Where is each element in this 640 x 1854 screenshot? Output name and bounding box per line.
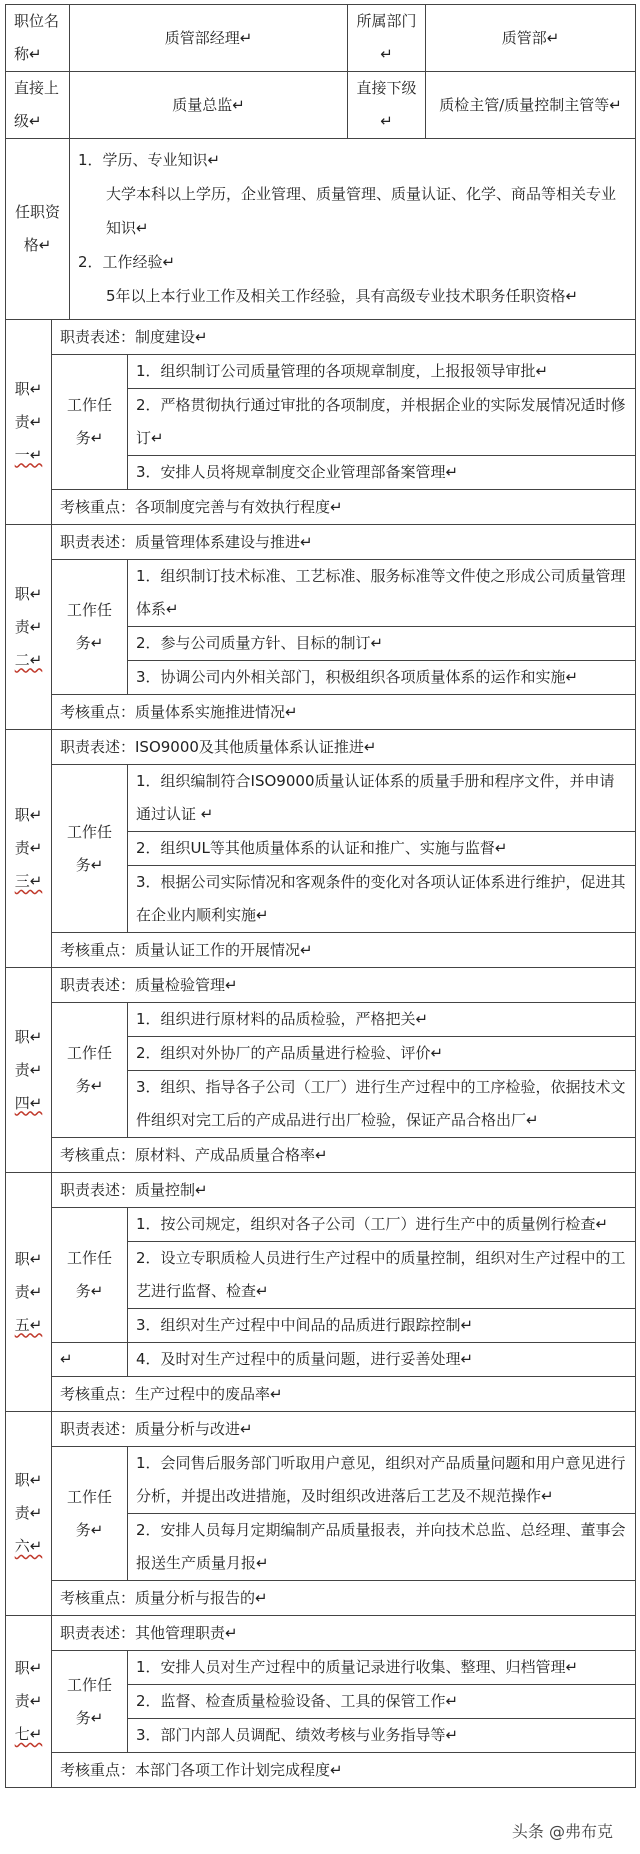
task-item: 1．安排人员对生产过程中的质量记录进行收集、整理、归档管理↵	[128, 1651, 636, 1685]
duty-label-char: 四↵	[14, 1093, 43, 1112]
duty-summary: 职责表述：质量检验管理↵	[52, 968, 636, 1003]
task-item: 2．组织对外协厂的产品质量进行检验、评价↵	[128, 1037, 636, 1071]
duty-label-char: 五↵	[14, 1315, 43, 1334]
task-row	[6, 1447, 636, 1514]
task-item: 3．安排人员将规章制度交企业管理部备案管理↵	[128, 456, 636, 490]
duty-summary-row	[6, 525, 636, 560]
job-description-document	[5, 4, 635, 1850]
kpi-row	[6, 1138, 636, 1173]
duty-label-char: 六↵	[14, 1537, 43, 1555]
duty-label	[6, 968, 52, 1173]
kpi-text: 考核重点：质量认证工作的开展情况↵	[52, 933, 636, 968]
duty-label-char: 七↵	[14, 1725, 43, 1743]
dept-value: 质管部↵	[426, 5, 636, 72]
qualifications-row	[6, 139, 636, 320]
duty-label-char: 责↵	[14, 617, 43, 636]
subordinate-label: 直接下级↵	[348, 72, 426, 139]
qualification-text-2: 5年以上本行业工作及相关工作经验，具有高级专业技术职务任职资格↵	[106, 287, 579, 305]
task-item: 3．组织、指导各子公司（工厂）进行生产过程中的工序检验，依据技术文件组织对完工后的产成品进行出厂检验，保证产品合格出厂↵	[128, 1071, 636, 1138]
duty-label-char: 职↵	[14, 1027, 43, 1046]
kpi-text: 考核重点：质量体系实施推进情况↵	[52, 695, 636, 730]
kpi-row	[6, 1753, 636, 1788]
task-item: 1．组织制订技术标准、工艺标准、服务标准等文件使之形成公司质量管理体系↵	[128, 560, 636, 627]
duty-label-char: 责↵	[14, 1692, 43, 1710]
task-row	[6, 1343, 636, 1377]
duty-label-char: 责↵	[14, 1060, 43, 1079]
task-label: 工作任务↵	[52, 1651, 128, 1753]
duty-label-char: 职↵	[14, 1471, 43, 1489]
kpi-row	[6, 490, 636, 525]
duty-summary-row	[6, 1412, 636, 1447]
kpi-text: 考核重点：质量分析与报告的↵	[52, 1581, 636, 1616]
duty-summary: 职责表述：质量控制↵	[52, 1173, 636, 1208]
duty-label	[6, 320, 52, 525]
duty-summary-row	[6, 968, 636, 1003]
task-item: 1．组织编制符合ISO9000质量认证体系的质量手册和程序文件，并申请通过认证 ↵	[128, 765, 636, 832]
task-row	[6, 1651, 636, 1685]
duty-label-char: 职↵	[14, 806, 43, 824]
duty-summary-row	[6, 730, 636, 765]
task-row	[6, 1208, 636, 1242]
task-item: 3．根据公司实际情况和客观条件的变化对各项认证体系进行维护，促进其在企业内顺利实施↵	[128, 866, 636, 933]
job-description-table	[5, 4, 636, 1788]
duty-label-char: 职↵	[14, 584, 43, 603]
qualification-heading-2: 2．工作经验↵	[78, 253, 176, 271]
task-item: 2．严格贯彻执行通过审批的各项制度，并根据企业的实际发展情况适时修订↵	[128, 389, 636, 456]
task-item: 2．监督、检查质量检验设备、工具的保管工作↵	[128, 1685, 636, 1719]
task-row	[6, 765, 636, 832]
duty-label-char: 职↵	[14, 1249, 43, 1268]
duty-summary: 职责表述：制度建设↵	[52, 320, 636, 355]
watermark	[508, 1817, 617, 1844]
duty-summary-row	[6, 320, 636, 355]
duty-summary-row	[6, 1616, 636, 1651]
task-label: 工作任务↵	[52, 355, 128, 490]
duty-label	[6, 730, 52, 968]
task-row	[6, 560, 636, 627]
duty-label	[6, 525, 52, 730]
qualifications-label: 任职资格↵	[6, 139, 70, 320]
duty-label-char: 三↵	[14, 872, 43, 890]
task-row	[6, 1003, 636, 1037]
duty-summary-row	[6, 1173, 636, 1208]
duty-label	[6, 1173, 52, 1412]
task-label: 工作任务↵	[52, 1208, 128, 1343]
task-label: 工作任务↵	[52, 1447, 128, 1581]
kpi-row	[6, 1581, 636, 1616]
task-item: 2．设立专职质检人员进行生产过程中的质量控制，组织对生产过程中的工艺进行监督、检查↵	[128, 1242, 636, 1309]
duty-label-char: 职↵	[14, 379, 43, 398]
dept-label: 所属部门↵	[348, 5, 426, 72]
kpi-text: 考核重点：各项制度完善与有效执行程度↵	[52, 490, 636, 525]
qualification-heading-1: 1．学历、专业知识↵	[78, 151, 221, 169]
position-label: 职位名称↵	[6, 5, 70, 72]
task-item: 3．组织对生产过程中中间品的品质进行跟踪控制↵	[128, 1309, 636, 1343]
kpi-row	[6, 933, 636, 968]
duty-label-char: 责↵	[14, 1282, 43, 1301]
task-item: 1．按公司规定，组织对各子公司（工厂）进行生产中的质量例行检查↵	[128, 1208, 636, 1242]
kpi-row	[6, 1377, 636, 1412]
task-label: 工作任务↵	[52, 765, 128, 933]
duty-label	[6, 1616, 52, 1788]
task-label: 工作任务↵	[52, 1003, 128, 1138]
kpi-row	[6, 695, 636, 730]
duty-summary: 职责表述：其他管理职责↵	[52, 1616, 636, 1651]
superior-value: 质量总监↵	[70, 72, 348, 139]
qualifications-content	[70, 139, 636, 320]
duty-summary: 职责表述：质量管理体系建设与推进↵	[52, 525, 636, 560]
duty-label-char: 二↵	[14, 650, 43, 669]
task-item: 1．组织制订公司质量管理的各项规章制度，上报报领导审批↵	[128, 355, 636, 389]
duty-label-char: 职↵	[14, 1659, 43, 1677]
task-item: 1．会同售后服务部门听取用户意见，组织对产品质量问题和用户意见进行分析，并提出改进措施，及时组织改进落后工艺及不规范操作↵	[128, 1447, 636, 1514]
task-item: 2．安排人员每月定期编制产品质量报表，并向技术总监、总经理、董事会报送生产质量月报↵	[128, 1514, 636, 1581]
task-item: 2．参与公司质量方针、目标的制订↵	[128, 627, 636, 661]
duty-summary: 职责表述：质量分析与改进↵	[52, 1412, 636, 1447]
superior-label: 直接上级↵	[6, 72, 70, 139]
header-row-2	[6, 72, 636, 139]
task-item: 4．及时对生产过程中的质量问题，进行妥善处理↵	[128, 1343, 636, 1377]
watermark-text: 头条 @弗布克	[511, 1822, 613, 1841]
task-label-empty: ↵	[52, 1343, 128, 1377]
task-item: 3．部门内部人员调配、绩效考核与业务指导等↵	[128, 1719, 636, 1753]
task-label: 工作任务↵	[52, 560, 128, 695]
duty-label-char: 责↵	[14, 1504, 43, 1522]
duty-label-char: 责↵	[14, 412, 43, 431]
duty-summary: 职责表述：ISO9000及其他质量体系认证推进↵	[52, 730, 636, 765]
task-item: 2．组织UL等其他质量体系的认证和推广、实施与监督↵	[128, 832, 636, 866]
kpi-text: 考核重点：生产过程中的废品率↵	[52, 1377, 636, 1412]
duty-label	[6, 1412, 52, 1616]
header-row-1	[6, 5, 636, 72]
position-value: 质管部经理↵	[70, 5, 348, 72]
duty-label-char: 责↵	[14, 839, 43, 857]
qualification-text-1: 大学本科以上学历，企业管理、质量管理、质量认证、化学、商品等相关专业知识↵	[106, 185, 617, 237]
kpi-text: 考核重点：本部门各项工作计划完成程度↵	[52, 1753, 636, 1788]
task-item: 1．组织进行原材料的品质检验，严格把关↵	[128, 1003, 636, 1037]
subordinate-value: 质检主管/质量控制主管等↵	[426, 72, 636, 139]
duty-label-char: 一↵	[14, 445, 43, 464]
kpi-text: 考核重点：原材料、产成品质量合格率↵	[52, 1138, 636, 1173]
task-row	[6, 355, 636, 389]
task-item: 3．协调公司内外相关部门，积极组织各项质量体系的运作和实施↵	[128, 661, 636, 695]
